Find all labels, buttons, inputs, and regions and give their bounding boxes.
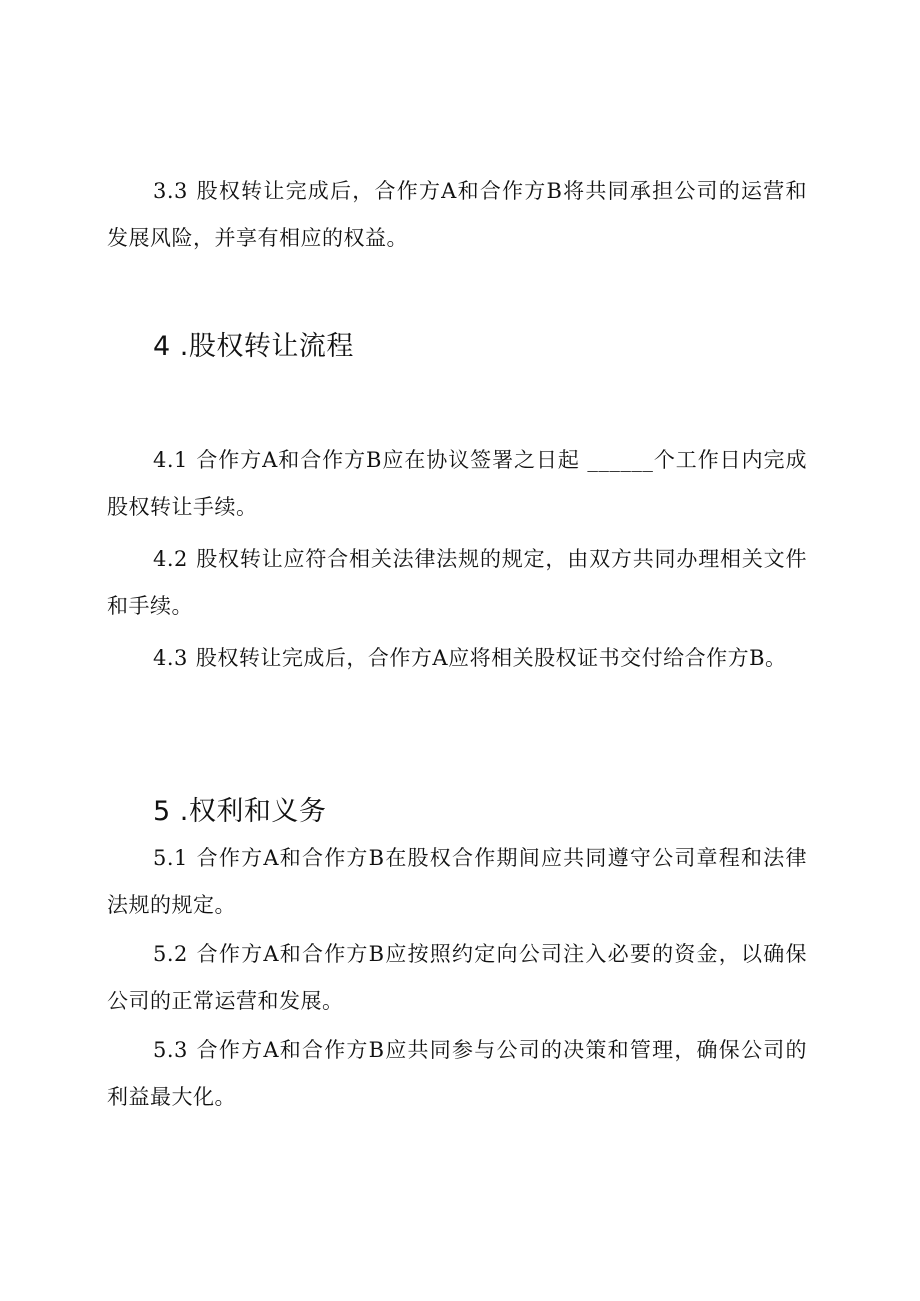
clause-5-3 [107, 1027, 807, 1121]
clause-number: 5.1 [153, 846, 188, 870]
clause-number: 5.2 [153, 942, 188, 966]
clause-number: 4.1 [153, 448, 188, 472]
clause-number: 4.2 [153, 547, 188, 571]
section-heading-4: 4 .股权转让流程 [153, 331, 354, 362]
clause-text: 合作方A和合作方B应按照约定向公司注入必要的资金，以确保公司的正常运营和发展。 [107, 942, 807, 1013]
clause-4-3 [107, 635, 807, 682]
clause-number: 4.3 [153, 646, 188, 670]
clause-5-1 [107, 835, 807, 929]
clause-text: 股权转让完成后，合作方A和合作方B将共同承担公司的运营和发展风险，并享有相应的权益。 [107, 179, 807, 250]
clause-text: 股权转让应符合相关法律法规的规定，由双方共同办理相关文件和手续。 [107, 547, 807, 618]
clause-number: 3.3 [153, 179, 188, 203]
clause-4-2 [107, 536, 807, 630]
clause-text: 合作方A和合作方B在股权合作期间应共同遵守公司章程和法律法规的规定。 [107, 846, 807, 917]
clause-text: 合作方A和合作方B应共同参与公司的决策和管理，确保公司的利益最大化。 [107, 1038, 807, 1109]
clause-3-3 [107, 168, 807, 262]
clause-text: 股权转让完成后，合作方A应将相关股权证书交付给合作方B。 [195, 646, 787, 670]
clause-5-2 [107, 931, 807, 1025]
clause-text: 合作方A和合作方B应在协议签署之日起 ______个工作日内完成股权转让手续。 [107, 448, 807, 519]
section-heading-5: 5 .权利和义务 [153, 796, 327, 827]
clause-4-1 [107, 437, 807, 531]
clause-number: 5.3 [153, 1038, 188, 1062]
